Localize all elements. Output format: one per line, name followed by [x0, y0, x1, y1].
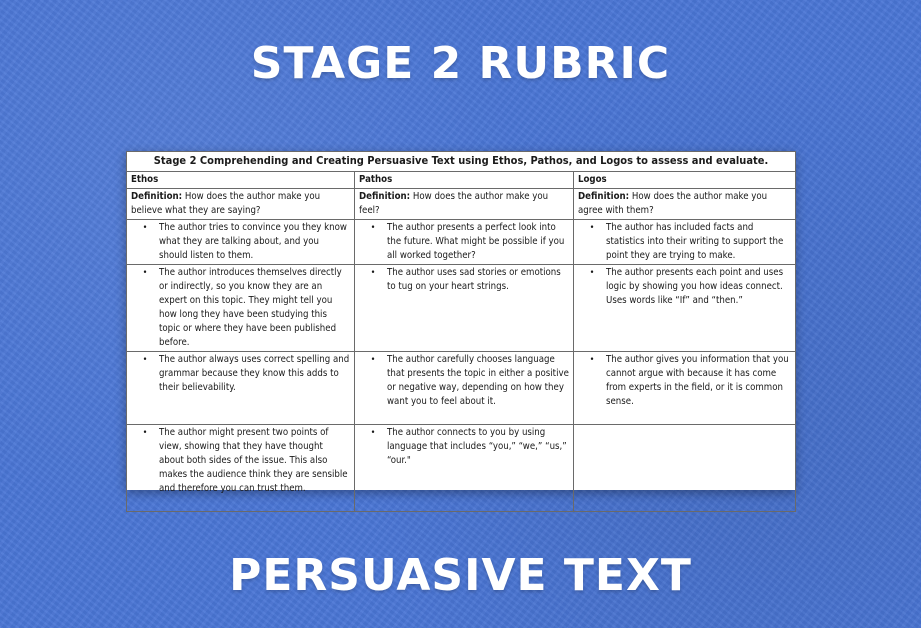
criterion-cell — [355, 425, 574, 512]
criterion-text: The author uses sad stories or emotions to tug on your heart strings. — [387, 267, 561, 292]
criterion-text: The author presents a perfect look into the future. What might be possible if you all worked together? — [387, 222, 565, 261]
bullet-icon: • — [589, 268, 595, 278]
criterion-cell — [574, 220, 796, 265]
column-header-pathos: Pathos — [355, 172, 574, 189]
bullet-icon: • — [142, 268, 148, 278]
criterion-cell — [127, 352, 355, 425]
criterion-text: The author carefully chooses language that presents the topic in either a positive or negative way, depending on how they want you to feel about it. — [387, 354, 569, 407]
criterion-text: The author tries to convince you they know what they are talking about, and you should listen to them. — [159, 222, 347, 261]
bullet-icon: • — [142, 428, 148, 438]
rubric-title: Stage 2 Comprehending and Creating Persuasive Text using Ethos, Pathos, and Logos to assess and evaluate. — [127, 152, 796, 172]
criterion-text: The author introduces themselves directly or indirectly, so you know they are an expert on this topic. They might tell you how long they have been studying this topic or where they have been published before. — [159, 267, 342, 348]
bullet-icon: • — [589, 223, 595, 233]
bullet-icon: • — [142, 355, 148, 365]
definition-text: How does the author make you believe what they are saying? — [131, 191, 321, 216]
empty-cell — [574, 425, 796, 512]
criterion-cell — [355, 265, 574, 352]
criterion-text: The author connects to you by using language that includes “you,” “we,” “us,” “our." — [387, 427, 567, 466]
criterion-text: The author gives you information that you cannot argue with because it has come from experts in the field, or it is common sense. — [606, 354, 789, 407]
criterion-cell — [355, 352, 574, 425]
definition-logos — [574, 189, 796, 220]
bullet-icon: • — [142, 223, 148, 233]
criterion-text: The author might present two points of view, showing that they have thought about both sides of the issue. This also makes the audience think they are sensible and therefore you can trust them. — [159, 427, 348, 494]
criterion-cell — [574, 352, 796, 425]
criterion-text: The author always uses correct spelling and grammar because they know this adds to their believability. — [159, 354, 350, 393]
column-header-ethos: Ethos — [127, 172, 355, 189]
column-header-logos: Logos — [574, 172, 796, 189]
criterion-cell — [127, 425, 355, 512]
bullet-icon: • — [370, 223, 376, 233]
criterion-cell — [127, 220, 355, 265]
definition-label: Definition: — [131, 191, 183, 202]
criterion-cell — [574, 265, 796, 352]
criterion-cell — [355, 220, 574, 265]
definition-text: How does the author make you agree with them? — [578, 191, 768, 216]
definition-pathos — [355, 189, 574, 220]
criterion-text: The author has included facts and statistics into their writing to support the point they are trying to make. — [606, 222, 784, 261]
criterion-cell — [127, 265, 355, 352]
bullet-icon: • — [370, 268, 376, 278]
bullet-icon: • — [370, 355, 376, 365]
bullet-icon: • — [589, 355, 595, 365]
definition-ethos — [127, 189, 355, 220]
definition-label: Definition: — [359, 191, 411, 202]
bullet-icon: • — [370, 428, 376, 438]
definition-label: Definition: — [578, 191, 630, 202]
definition-text: How does the author make you feel? — [359, 191, 549, 216]
rubric-document — [126, 151, 795, 494]
page-title: STAGE 2 RUBRIC — [250, 38, 671, 89]
page-subtitle: PERSUASIVE TEXT — [229, 550, 692, 601]
rubric-table — [126, 151, 796, 512]
criterion-text: The author presents each point and uses logic by showing you how ideas connect. Uses words like “If” and “then.” — [606, 267, 784, 306]
